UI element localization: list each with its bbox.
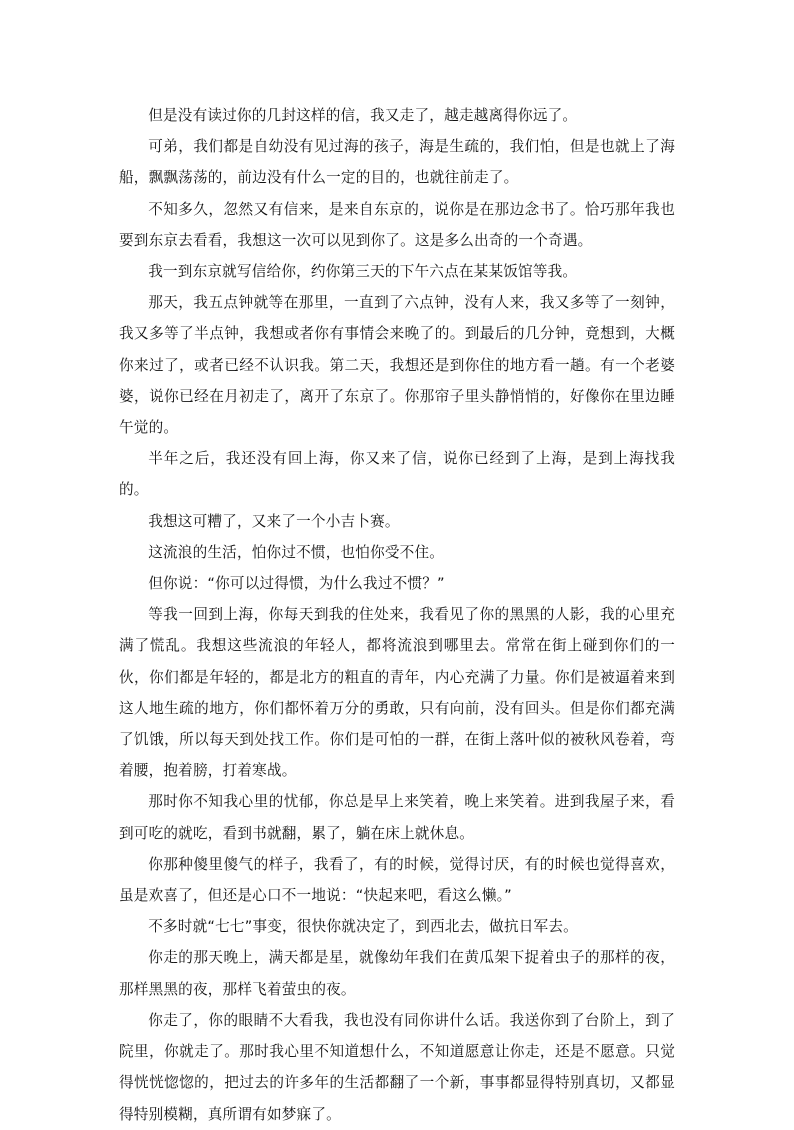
- paragraph: 等我一回到上海，你每天到我的住处来，我看见了你的黑黑的人影，我的心里充满了慌乱。我想这些流浪的年轻人，都将流浪到哪里去。常常在街上碰到你们的一伙，你们都是年轻的，都是北方的粗直的青年，内心充满了力量。你们是被逼着来到这人地生疏的地方，你们都怀着万分的勇敢，只有向前，没有回头。但是你们都充满了饥饿，所以每天到处找工作。你们是可怕的一群，在街上落叶似的被秋风卷着，弯着腰，抱着膀，打着寒战。: [119, 606, 675, 780]
- paragraph: 可弟，我们都是自幼没有见过海的孩子，海是生疏的，我们怕，但是也就上了海船，飘飘荡荡的，前边没有什么一定的目的，也就往前走了。: [119, 138, 675, 187]
- paragraph: 但你说：“你可以过得惯，为什么我过不惯？”: [148, 575, 445, 593]
- document-body: [119, 100, 675, 1130]
- paragraph: 那时你不知我心里的忧郁，你总是早上来笑着，晚上来笑着。进到我屋子来，看到可吃的就吃，看到书就翻，累了，躺在床上就休息。: [119, 793, 675, 842]
- paragraph: 你那种傻里傻气的样子，我看了，有的时候，觉得讨厌，有的时候也觉得喜欢，虽是欢喜了，但还是心口不一地说：“快起来吧，看这么懒。”: [119, 855, 675, 905]
- paragraph: 这流浪的生活，怕你过不惯，也怕你受不住。: [148, 543, 445, 561]
- paragraph: 你走的那天晚上，满天都是星，就像幼年我们在黄瓜架下捉着虫子的那样的夜，那样黑黑的夜，那样飞着萤虫的夜。: [119, 949, 675, 998]
- paragraph: 不多时就“七七”事变，很快你就决定了，到西北去，做抗日军去。: [148, 918, 578, 936]
- paragraph: 那天，我五点钟就等在那里，一直到了六点钟，没有人来，我又多等了一刻钟，我又多等了半点钟，我想或者你有事情会来晚了的。到最后的几分钟，竟想到，大概你来过了，或者已经不认识我。第二天，我想还是到你住的地方看一趟。有一个老婆婆，说你已经在月初走了，离开了东京了。你那帘子里头静悄悄的，好像你在里边睡午觉的。: [119, 294, 675, 437]
- paragraph: 我一到东京就写信给你，约你第三天的下午六点在某某饭馆等我。: [148, 263, 578, 281]
- paragraph: 但是没有读过你的几封这样的信，我又走了，越走越离得你远了。: [148, 107, 578, 124]
- paragraph: 我想这可糟了，又来了一个小吉卜赛。: [148, 512, 400, 530]
- paragraph: 半年之后，我还没有回上海，你又来了信，说你已经到了上海，是到上海找我的。: [119, 450, 675, 499]
- paragraph: 你走了，你的眼睛不大看我，我也没有同你讲什么话。我送你到了台阶上，到了院里，你就走了。那时我心里不知道想什么，不知道愿意让你走，还是不愿意。只觉得恍恍惚惚的，把过去的许多年的生活都翻了一个新，事事都显得特别真切，又都显得特别模糊，真所谓有如梦寐了。: [119, 1011, 675, 1123]
- paragraph: 不知多久，忽然又有信来，是来自东京的，说你是在那边念书了。恰巧那年我也要到东京去看看，我想这一次可以见到你了。这是多么出奇的一个奇遇。: [119, 200, 675, 249]
